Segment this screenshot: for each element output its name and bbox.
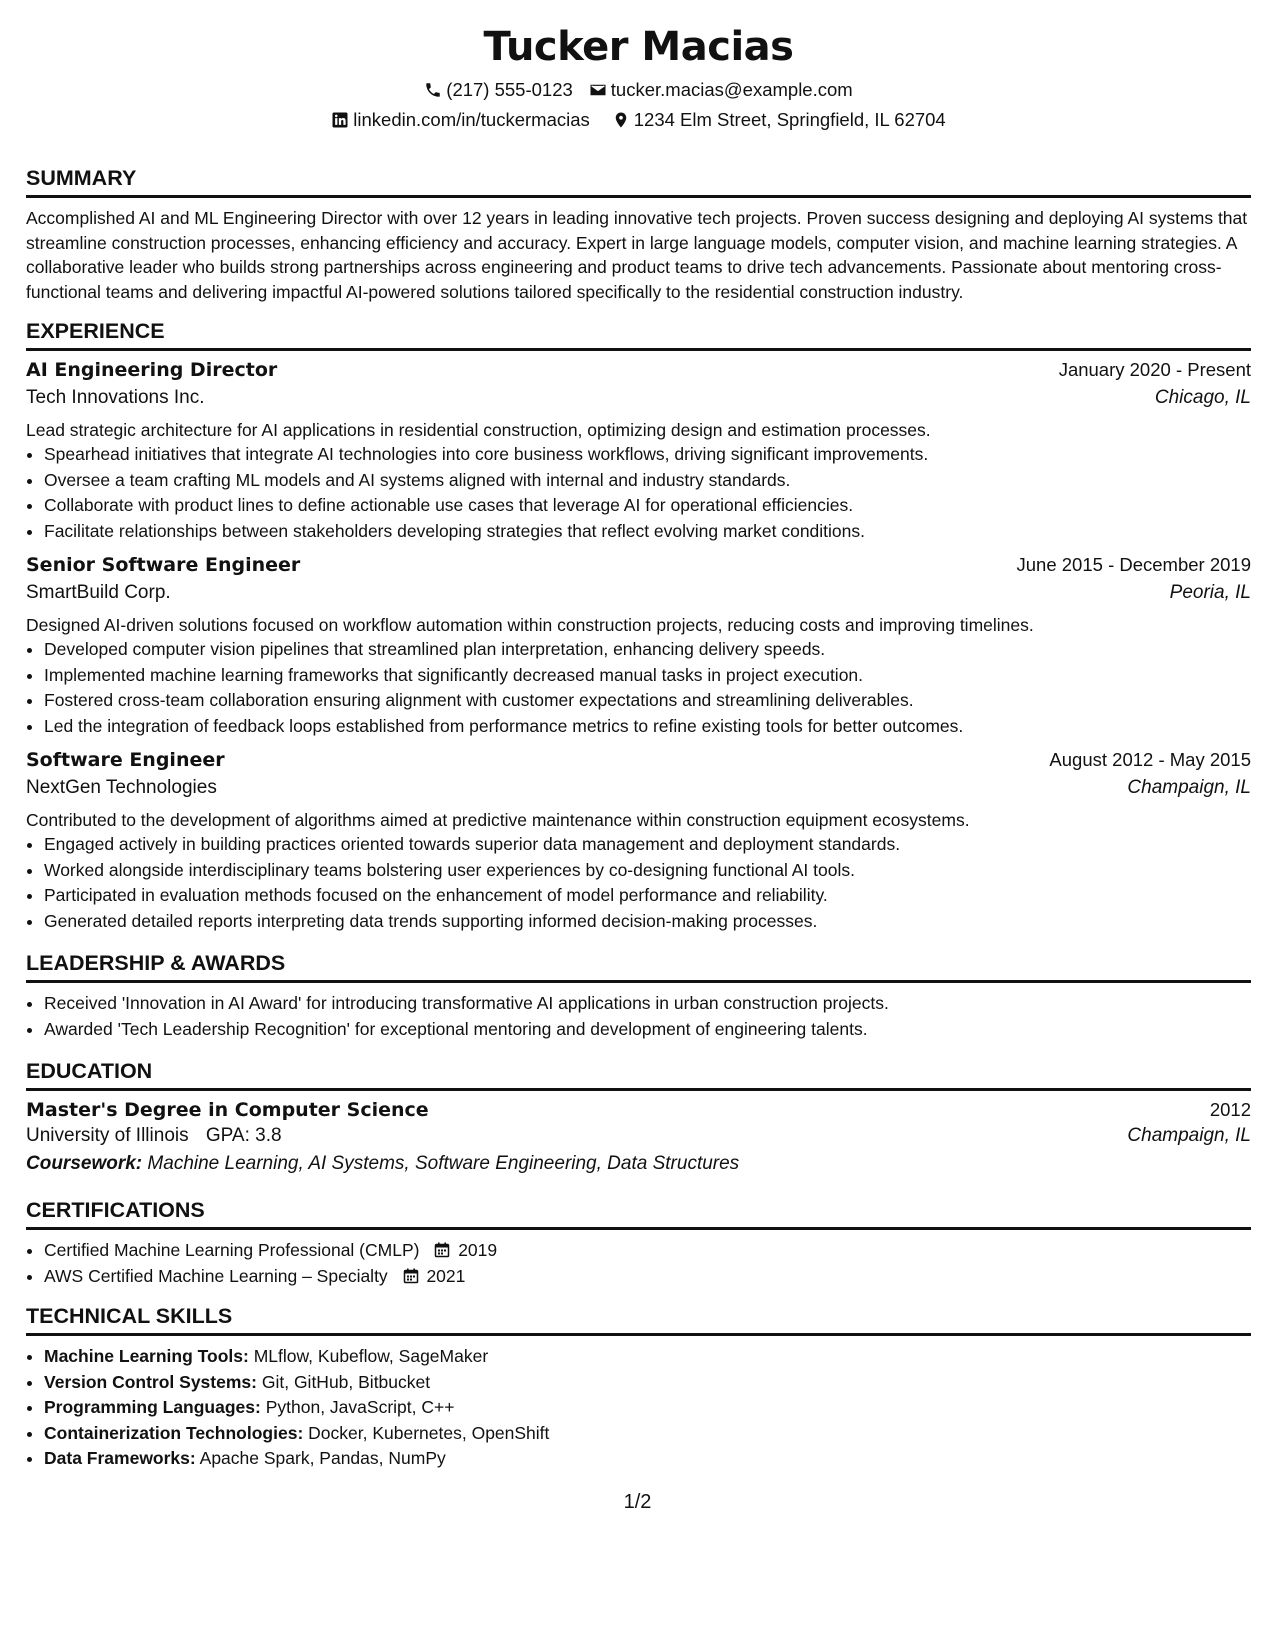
- gpa: GPA: 3.8: [205, 1125, 282, 1146]
- award-item: • Awarded 'Tech Leadership Recognition' for exceptional mentoring and development of engineering talents.: [44, 1017, 1251, 1043]
- section-divider: [26, 195, 1251, 198]
- job-bullets: [26, 442, 1251, 544]
- education-section: [26, 1058, 1251, 1175]
- job-header: [26, 359, 1251, 381]
- certification-name: AWS Certified Machine Learning – Specialty: [44, 1265, 388, 1286]
- section-divider: [26, 980, 1251, 983]
- job-bullet: • Spearhead initiatives that integrate AI technologies into core business workflows, driving significant improvements.: [44, 442, 1251, 468]
- job-bullet: • Implemented machine learning frameworks that significantly decreased manual tasks in project execution.: [44, 663, 1251, 689]
- contact-row-2: [26, 105, 1251, 135]
- calendar-icon: [403, 1268, 419, 1284]
- envelope-icon: [589, 81, 607, 99]
- skill-category: Data Frameworks:: [44, 1448, 196, 1468]
- section-title-certifications: CERTIFICATIONS: [26, 1198, 205, 1222]
- address-item: [612, 109, 946, 131]
- job-subheader: [26, 777, 1251, 799]
- certification-item: [44, 1238, 1251, 1264]
- phone-item: [424, 79, 573, 101]
- address: 1234 Elm Street, Springfield, IL 62704: [633, 109, 946, 130]
- job-entry: [26, 554, 1251, 739]
- email-address[interactable]: tucker.macias@example.com: [610, 79, 853, 100]
- section-divider: [26, 1088, 1251, 1091]
- job-header: [26, 749, 1251, 771]
- job-bullet: • Worked alongside interdisciplinary teams bolstering user experiences by co-designing functional AI tools.: [44, 858, 1251, 884]
- section-title-experience: EXPERIENCE: [26, 319, 165, 343]
- section-title-awards: LEADERSHIP & AWARDS: [26, 951, 286, 975]
- skills-section: [26, 1303, 1251, 1472]
- job-entry: [26, 359, 1251, 544]
- job-subheader: [26, 582, 1251, 604]
- job-bullet: • Generated detailed reports interpreting data trends supporting informed decision-making processes.: [44, 909, 1251, 935]
- job-title: AI Engineering Director: [26, 359, 278, 381]
- education-header: [26, 1099, 1251, 1121]
- certifications-section: [26, 1197, 1251, 1289]
- company-name: NextGen Technologies: [26, 777, 217, 798]
- job-dates: August 2012 - May 2015: [1049, 749, 1251, 770]
- phone-number: (217) 555-0123: [446, 79, 573, 100]
- certification-year: 2019: [458, 1240, 498, 1260]
- phone-icon: [424, 81, 442, 99]
- contact-row-1: [26, 75, 1251, 105]
- awards-section: [26, 950, 1251, 1042]
- job-bullets: [26, 637, 1251, 739]
- skill-category: Programming Languages:: [44, 1397, 261, 1417]
- job-description: Lead strategic architecture for AI applications in residential construction, optimizing design and estimation processes.: [26, 420, 931, 440]
- award-item: • Received 'Innovation in AI Award' for introducing transformative AI applications in urban construction projects.: [44, 991, 1251, 1017]
- summary-text: Accomplished AI and ML Engineering Director with over 12 years in leading innovative tech projects. Proven success designing and deploying AI systems that streamline construction processes, enhancing efficiency and accuracy. Expert in large language models, computer vision, and machine learning strategies. A collaborative leader who builds strong partnerships across engineering and product teams to drive tech advancements. Passionate about mentoring cross-functional teams and delivering impactful AI-powered solutions tailored specifically to the residential construction industry.: [26, 208, 1248, 302]
- company-name: SmartBuild Corp.: [26, 582, 171, 603]
- skill-values: Docker, Kubernetes, OpenShift: [308, 1422, 550, 1443]
- certifications-list: [26, 1238, 1251, 1289]
- skill-item: [44, 1446, 1251, 1472]
- page-number: 1/2: [623, 1491, 652, 1513]
- skill-item: [44, 1421, 1251, 1447]
- job-bullet: • Engaged actively in building practices oriented towards superior data management and deployment standards.: [44, 832, 1251, 858]
- job-title: Software Engineer: [26, 749, 225, 771]
- skill-values: Python, JavaScript, C++: [265, 1397, 455, 1417]
- experience-section: [26, 318, 1251, 934]
- school-line: [26, 1125, 282, 1147]
- skill-item: [44, 1344, 1251, 1370]
- section-divider: [26, 1227, 1251, 1230]
- education-subheader: [26, 1125, 1251, 1147]
- map-pin-icon: [612, 111, 630, 129]
- job-bullet: • Fostered cross-team collaboration ensuring alignment with customer expectations and streamlining deliverables.: [44, 688, 1251, 714]
- skill-values: Apache Spark, Pandas, NumPy: [199, 1448, 446, 1468]
- section-title-summary: SUMMARY: [26, 166, 137, 190]
- job-subheader: [26, 387, 1251, 409]
- job-bullet: • Collaborate with product lines to define actionable use cases that leverage AI for operational efficiencies.: [44, 493, 1251, 519]
- linkedin-icon: [331, 111, 349, 129]
- certification-year: 2021: [426, 1265, 466, 1286]
- resume-page: [26, 0, 1251, 1472]
- summary-section: [26, 165, 1251, 304]
- job-dates: June 2015 - December 2019: [1016, 554, 1251, 575]
- job-bullet: • Led the integration of feedback loops established from performance metrics to refine existing tools for better outcomes.: [44, 714, 1251, 740]
- calendar-icon: [434, 1242, 450, 1258]
- company-name: Tech Innovations Inc.: [26, 387, 205, 408]
- skill-category: Containerization Technologies:: [44, 1422, 304, 1443]
- email-item: [589, 79, 853, 101]
- awards-list: [26, 991, 1251, 1042]
- school-location: Champaign, IL: [1127, 1125, 1251, 1146]
- linkedin-item: [331, 109, 589, 131]
- linkedin-url[interactable]: linkedin.com/in/tuckermacias: [353, 109, 590, 130]
- job-bullet: • Developed computer vision pipelines that streamlined plan interpretation, enhancing delivery speeds.: [44, 637, 1251, 663]
- section-title-education: EDUCATION: [26, 1059, 153, 1083]
- section-title-skills: TECHNICAL SKILLS: [26, 1304, 233, 1328]
- skill-category: Version Control Systems:: [44, 1371, 257, 1392]
- skill-values: Git, GitHub, Bitbucket: [261, 1371, 431, 1392]
- certification-item: [44, 1264, 1251, 1290]
- degree: Master's Degree in Computer Science: [26, 1099, 429, 1121]
- job-location: Champaign, IL: [1127, 777, 1251, 798]
- job-bullet: • Oversee a team crafting ML models and AI systems aligned with internal and industry standards.: [44, 468, 1251, 494]
- skill-values: MLflow, Kubeflow, SageMaker: [253, 1346, 489, 1366]
- school-name: University of Illinois: [26, 1125, 189, 1146]
- skill-category: Machine Learning Tools:: [44, 1346, 249, 1366]
- job-bullet: • Participated in evaluation methods focused on the enhancement of model performance and reliability.: [44, 883, 1251, 909]
- job-dates: January 2020 - Present: [1058, 359, 1251, 380]
- job-bullet: • Facilitate relationships between stakeholders developing strategies that reflect evolving market conditions.: [44, 519, 1251, 545]
- section-divider: [26, 348, 1251, 351]
- coursework-label: Coursework:: [26, 1153, 143, 1174]
- job-header: [26, 554, 1251, 576]
- job-description: Contributed to the development of algorithms aimed at predictive maintenance within construction equipment ecosystems.: [26, 810, 970, 830]
- graduation-year: 2012: [1209, 1099, 1251, 1120]
- section-divider: [26, 1333, 1251, 1336]
- job-description: Designed AI-driven solutions focused on workflow automation within construction projects, reducing costs and improving timelines.: [26, 615, 1034, 635]
- skill-item: [44, 1395, 1251, 1421]
- job-title: Senior Software Engineer: [26, 554, 301, 576]
- job-location: Peoria, IL: [1169, 582, 1251, 603]
- certification-name: Certified Machine Learning Professional (CMLP): [44, 1240, 420, 1260]
- coursework-line: [26, 1153, 1251, 1175]
- job-entry: [26, 749, 1251, 934]
- job-bullets: [26, 832, 1251, 934]
- candidate-name: Tucker Macias: [483, 24, 794, 70]
- coursework-list: Machine Learning, AI Systems, Software Engineering, Data Structures: [147, 1153, 740, 1174]
- skill-item: [44, 1370, 1251, 1396]
- job-location: Chicago, IL: [1154, 387, 1251, 408]
- skills-list: [26, 1344, 1251, 1472]
